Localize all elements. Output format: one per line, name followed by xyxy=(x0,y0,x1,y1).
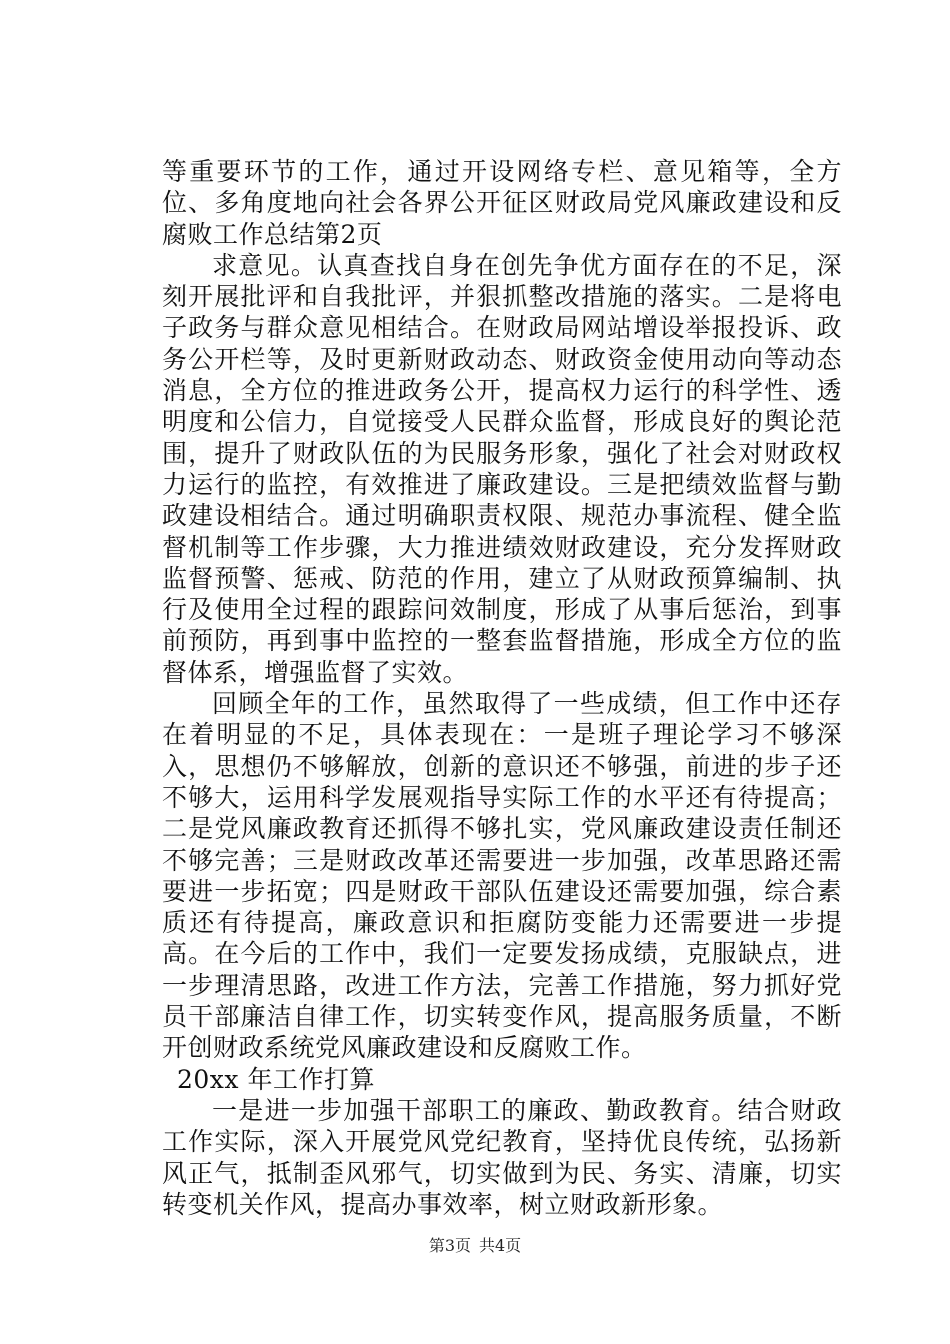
paragraph-continuation: 等重要环节的工作，通过开设网络专栏、意见箱等，全方位、多角度地向社会各界公开征区财政局党风廉政建设和反腐败工作总结第2页 xyxy=(162,157,842,249)
paragraph-plan-item-1: 一是进一步加强干部职工的廉政、勤政教育。结合财政工作实际，深入开展党风党纪教育，坚持优良传统，弘扬新风正气，抵制歪风邪气，切实做到为民、务实、清廉，切实转变机关作风，提高办事效率，树立财政新形象。 xyxy=(162,1095,842,1219)
paragraph-year-review: 回顾全年的工作，虽然取得了一些成绩，但工作中还存在着明显的不足，具体表现在：一是班子理论学习不够深入，思想仍不够解放，创新的意识还不够强，前进的步子还不够大，运用科学发展观指导实际工作的水平还有待提高；二是党风廉政教育还抓得不够扎实，党风廉政建设责任制还不够完善；三是财政改革还需要进一步加强，改革思路还需要进一步拓宽；四是财政干部队伍建设还需要加强，综合素质还有待提高，廉政意识和拒腐防变能力还需要进一步提高。在今后的工作中，我们一定要发扬成绩，克服缺点，进一步理清思路，改进工作方法，完善工作措施，努力抓好党员干部廉洁自律工作，切实转变作风，提高服务质量，不断开创财政系统党风廉政建设和反腐败工作。 xyxy=(162,689,842,1063)
page-total: 共4页 xyxy=(479,1236,522,1255)
document-body xyxy=(162,156,842,1220)
paragraph-opinion-collection: 求意见。认真查找自身在创先争优方面存在的不足，深刻开展批评和自我批评，并狠抓整改措施的落实。二是将电子政务与群众意见相结合。在财政局网站增设举报投诉、政务公开栏等，及时更新财政动态、财政资金使用动向等动态消息，全方位的推进政务公开，提高权力运行的科学性、透明度和公信力，自觉接受人民群众监督，形成良好的舆论范围，提升了财政队伍的为民服务形象，强化了社会对财政权力运行的监控，有效推进了廉政建设。三是把绩效监督与勤政建设相结合。通过明确职责权限、规范办事流程、健全监督机制等工作步骤，大力推进绩效财政建设，充分发挥财政监督预警、惩戒、防范的作用，建立了从财政预算编制、执行及使用全过程的跟踪问效制度，形成了从事后惩治，到事前预防，再到事中监控的一整套监督措施，形成全方位的监督体系，增强监督了实效。 xyxy=(162,250,842,687)
section-heading-work-plan: 20xx 年工作打算 xyxy=(177,1064,375,1094)
page-number: 第3页 xyxy=(428,1236,471,1255)
page-footer xyxy=(0,1236,950,1256)
